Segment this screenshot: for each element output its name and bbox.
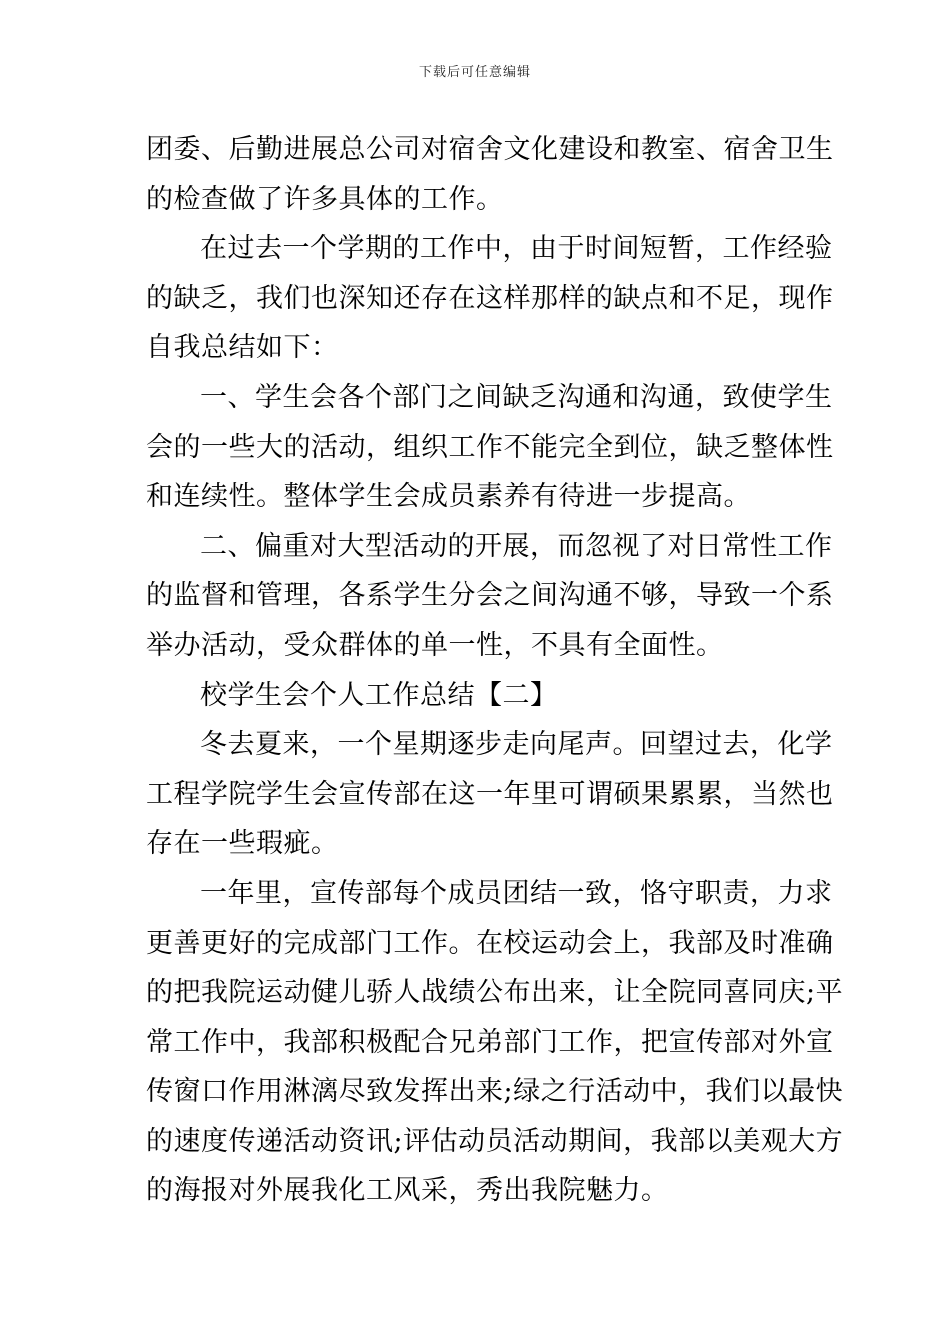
page-header: 下载后可任意编辑 (418, 65, 531, 80)
text-line: 的把我院运动健儿骄人战绩公布出来，让全院同喜同庆;平 (146, 977, 844, 1009)
text-line: 传窗口作用淋漓尽致发挥出来;绿之行活动中，我们以最快 (146, 1076, 844, 1108)
text-line: 更善更好的完成部门工作。在校运动会上，我部及时准确 (146, 927, 834, 959)
text-line: 一、学生会各个部门之间缺乏沟通和沟通，致使学生 (200, 381, 833, 413)
text-line: 的速度传递活动资讯;评估动员活动期间，我部以美观大方 (146, 1125, 844, 1157)
text-line: 的检查做了许多具体的工作。 (146, 183, 504, 215)
text-line: 一年里，宣传部每个成员团结一致，恪守职责，力求 (200, 877, 833, 909)
text-line: 的监督和管理，各系学生分会之间沟通不够，导致一个系 (146, 580, 834, 612)
text-line: 二、偏重对大型活动的开展，而忽视了对日常性工作 (200, 530, 833, 562)
text-line: 在过去一个学期的工作中，由于时间短暂，工作经验 (200, 233, 833, 265)
text-line: 举办活动，受众群体的单一性，不具有全面性。 (146, 629, 724, 661)
document-body (146, 125, 844, 1216)
text-line: 校学生会个人工作总结【二】 (200, 679, 558, 711)
text-line: 常工作中，我部积极配合兄弟部门工作，把宣传部对外宣 (146, 1026, 834, 1058)
text-line: 和连续性。整体学生会成员素养有待进一步提高。 (146, 481, 751, 513)
text-line: 工程学院学生会宣传部在这一年里可谓硕果累累，当然也 (146, 778, 834, 810)
text-line: 团委、后勤进展总公司对宿舍文化建设和教室、宿舍卫生 (146, 134, 834, 165)
text-line: 存在一些瑕疵。 (146, 828, 339, 860)
text-line: 的缺乏，我们也深知还存在这样那样的缺点和不足，现作 (146, 282, 834, 314)
text-line: 自我总结如下： (146, 332, 339, 364)
text-line: 会的一些大的活动，组织工作不能完全到位，缺乏整体性 (146, 431, 834, 463)
text-line: 的海报对外展我化工风采，秀出我院魅力。 (146, 1175, 669, 1207)
text-line: 冬去夏来，一个星期逐步走向尾声。回望过去，化学 (200, 729, 833, 761)
